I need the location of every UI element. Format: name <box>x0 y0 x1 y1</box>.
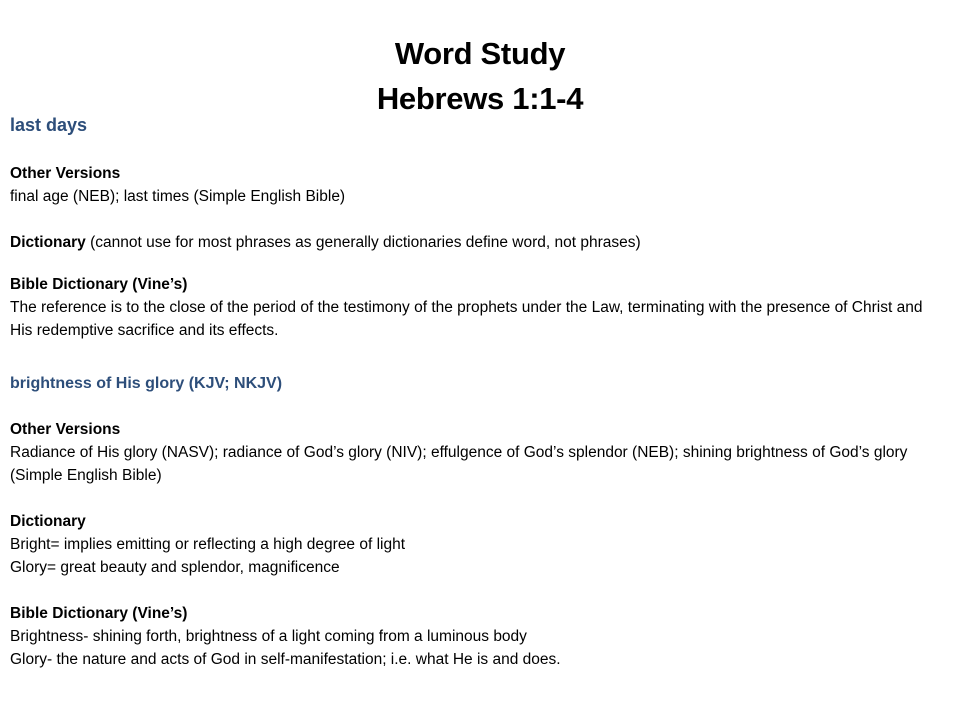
bible-dictionary-heading: Bible Dictionary (Vine’s) <box>10 605 188 622</box>
dictionary-heading: Dictionary <box>10 513 86 530</box>
other-versions-text: Radiance of His glory (NASV); radiance of God’s glory (NIV); effulgence of God’s splendor (NEB); shining brightness of God’s glory (Simple English Bible) <box>10 444 908 484</box>
slide-subtitle: Hebrews 1:1-4 <box>376 81 584 116</box>
bible-dictionary-block <box>10 273 945 342</box>
other-versions-heading: Other Versions <box>10 165 121 182</box>
other-versions-block <box>10 418 945 487</box>
bible-dictionary-line: Glory- the nature and acts of God in self-manifestation; i.e. what He is and does. <box>10 651 561 668</box>
other-versions-text: final age (NEB); last times (Simple English Bible) <box>10 188 346 205</box>
bible-dictionary-line: Brightness- shining forth, brightness of a light coming from a luminous body <box>10 628 527 645</box>
other-versions-block <box>10 162 945 208</box>
bible-dictionary-heading: Bible Dictionary (Vine’s) <box>10 276 188 293</box>
dictionary-block <box>10 231 945 254</box>
term-heading-last-days: last days <box>10 115 88 135</box>
term-heading-brightness: brightness of His glory (KJV; NKJV) <box>10 375 283 392</box>
bible-dictionary-block <box>10 602 945 671</box>
dictionary-block <box>10 510 945 579</box>
dictionary-line: Glory= great beauty and splendor, magnificence <box>10 559 340 576</box>
slide-title: Word Study <box>394 36 566 71</box>
dictionary-note: (cannot use for most phrases as generally dictionaries define word, not phrases) <box>85 234 641 251</box>
other-versions-heading: Other Versions <box>10 421 121 438</box>
bible-dictionary-text: The reference is to the close of the period of the testimony of the prophets under the Law, terminating with the presence of Christ and His redemptive sacrifice and its effects. <box>10 299 923 339</box>
dictionary-heading: Dictionary <box>10 234 86 251</box>
dictionary-line: Bright= implies emitting or reflecting a high degree of light <box>10 536 406 553</box>
